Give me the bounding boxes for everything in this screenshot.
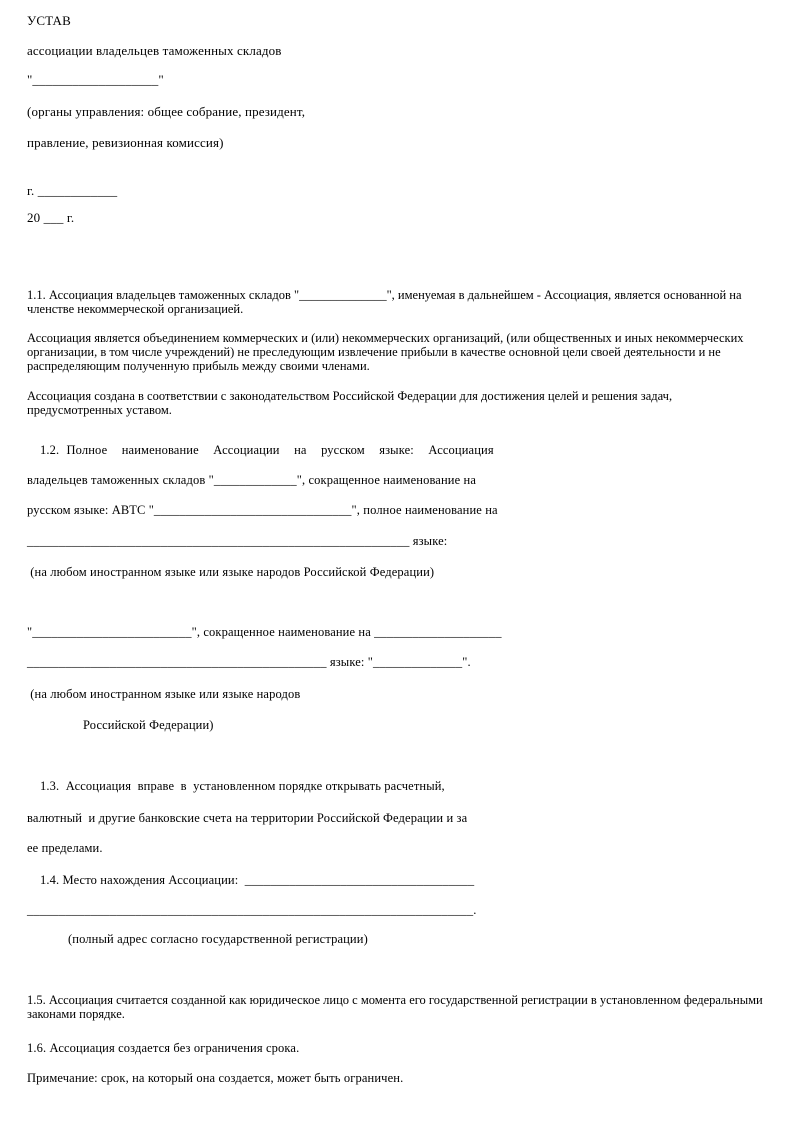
clause-1-3-line-3: ее пределами. [27, 841, 103, 855]
clause-1-2-line-1: 1.2. Полное наименование Ассоциации на русском языке: Ассоциация [40, 443, 494, 457]
note-paragraph: Примечание: срок, на который она создается, может быть ограничен. [27, 1071, 404, 1085]
document-subtitle: ассоциации владельцев таможенных складов [27, 43, 282, 58]
clause-1-2-line-3: русском языке: АВТС "_______________________________", полное наименование на [27, 503, 498, 517]
clause-1-5-paragraph: 1.5. Ассоциация считается созданной как юридическое лицо с момента его государственной регистрации в установленном федеральными законами порядке. [27, 993, 763, 1022]
document-title: УСТАВ [27, 13, 71, 28]
year-blank-line: 20 ___ г. [27, 210, 75, 225]
clause-1-2-note-2b: Российской Федерации) [83, 718, 214, 732]
clause-1-1-paragraph: 1.1. Ассоциация владельцев таможенных складов "______________", именуемая в дальнейшем - Ассоциация, является основанной на членстве некоммерческой организацией. [27, 288, 742, 317]
governing-bodies-line-2: правление, ревизионная комиссия) [27, 135, 224, 150]
clause-1-3-line-1: 1.3. Ассоциация вправе в установленном порядке открывать расчетный, [40, 779, 445, 793]
clause-1-1-paragraph-3: Ассоциация создана в соответствии с законодательством Российской Федерации для достижения целей и решения задач, предусмотренных уставом. [27, 389, 673, 418]
association-name-blank: "___________________" [27, 72, 164, 87]
governing-bodies-line-1: (органы управления: общее собрание, президент, [27, 104, 306, 119]
clause-1-2-line-6: "_________________________", сокращенное наименование на ____________________ [27, 625, 502, 639]
clause-1-6-paragraph: 1.6. Ассоциация создается без ограничения срока. [27, 1041, 300, 1055]
city-blank-line: г. ____________ [27, 183, 118, 198]
clause-1-2-note-2a: (на любом иностранном языке или языке народов [27, 687, 301, 701]
clause-1-2-line-2: владельцев таможенных складов "_____________", сокращенное наименование на [27, 473, 477, 487]
clause-1-2-note-1: (на любом иностранном языке или языке народов Российской Федерации) [27, 565, 435, 579]
clause-1-2-line-4: ____________________________________________________________ языке: [27, 534, 448, 548]
clause-1-3-line-2: валютный и другие банковские счета на территории Российской Федерации и за [27, 811, 468, 825]
clause-1-4-line-1: 1.4. Место нахождения Ассоциации: ____________________________________ [40, 873, 475, 887]
clause-1-2-line-7: _______________________________________________ языке: "______________". [27, 655, 471, 669]
clause-1-1-paragraph-2: Ассоциация является объединением коммерческих и (или) некоммерческих организаций, (или общественных и иных некоммерческих организации, в том числе учреждений) не преследующим извлечение прибыли в качестве основной цели своей деятельности и не распределяющим полученную прибыль между своими членами. [27, 331, 744, 374]
clause-1-4-note: (полный адрес согласно государственной регистрации) [68, 932, 368, 946]
clause-1-4-line-2: ______________________________________________________________________. [27, 903, 477, 917]
